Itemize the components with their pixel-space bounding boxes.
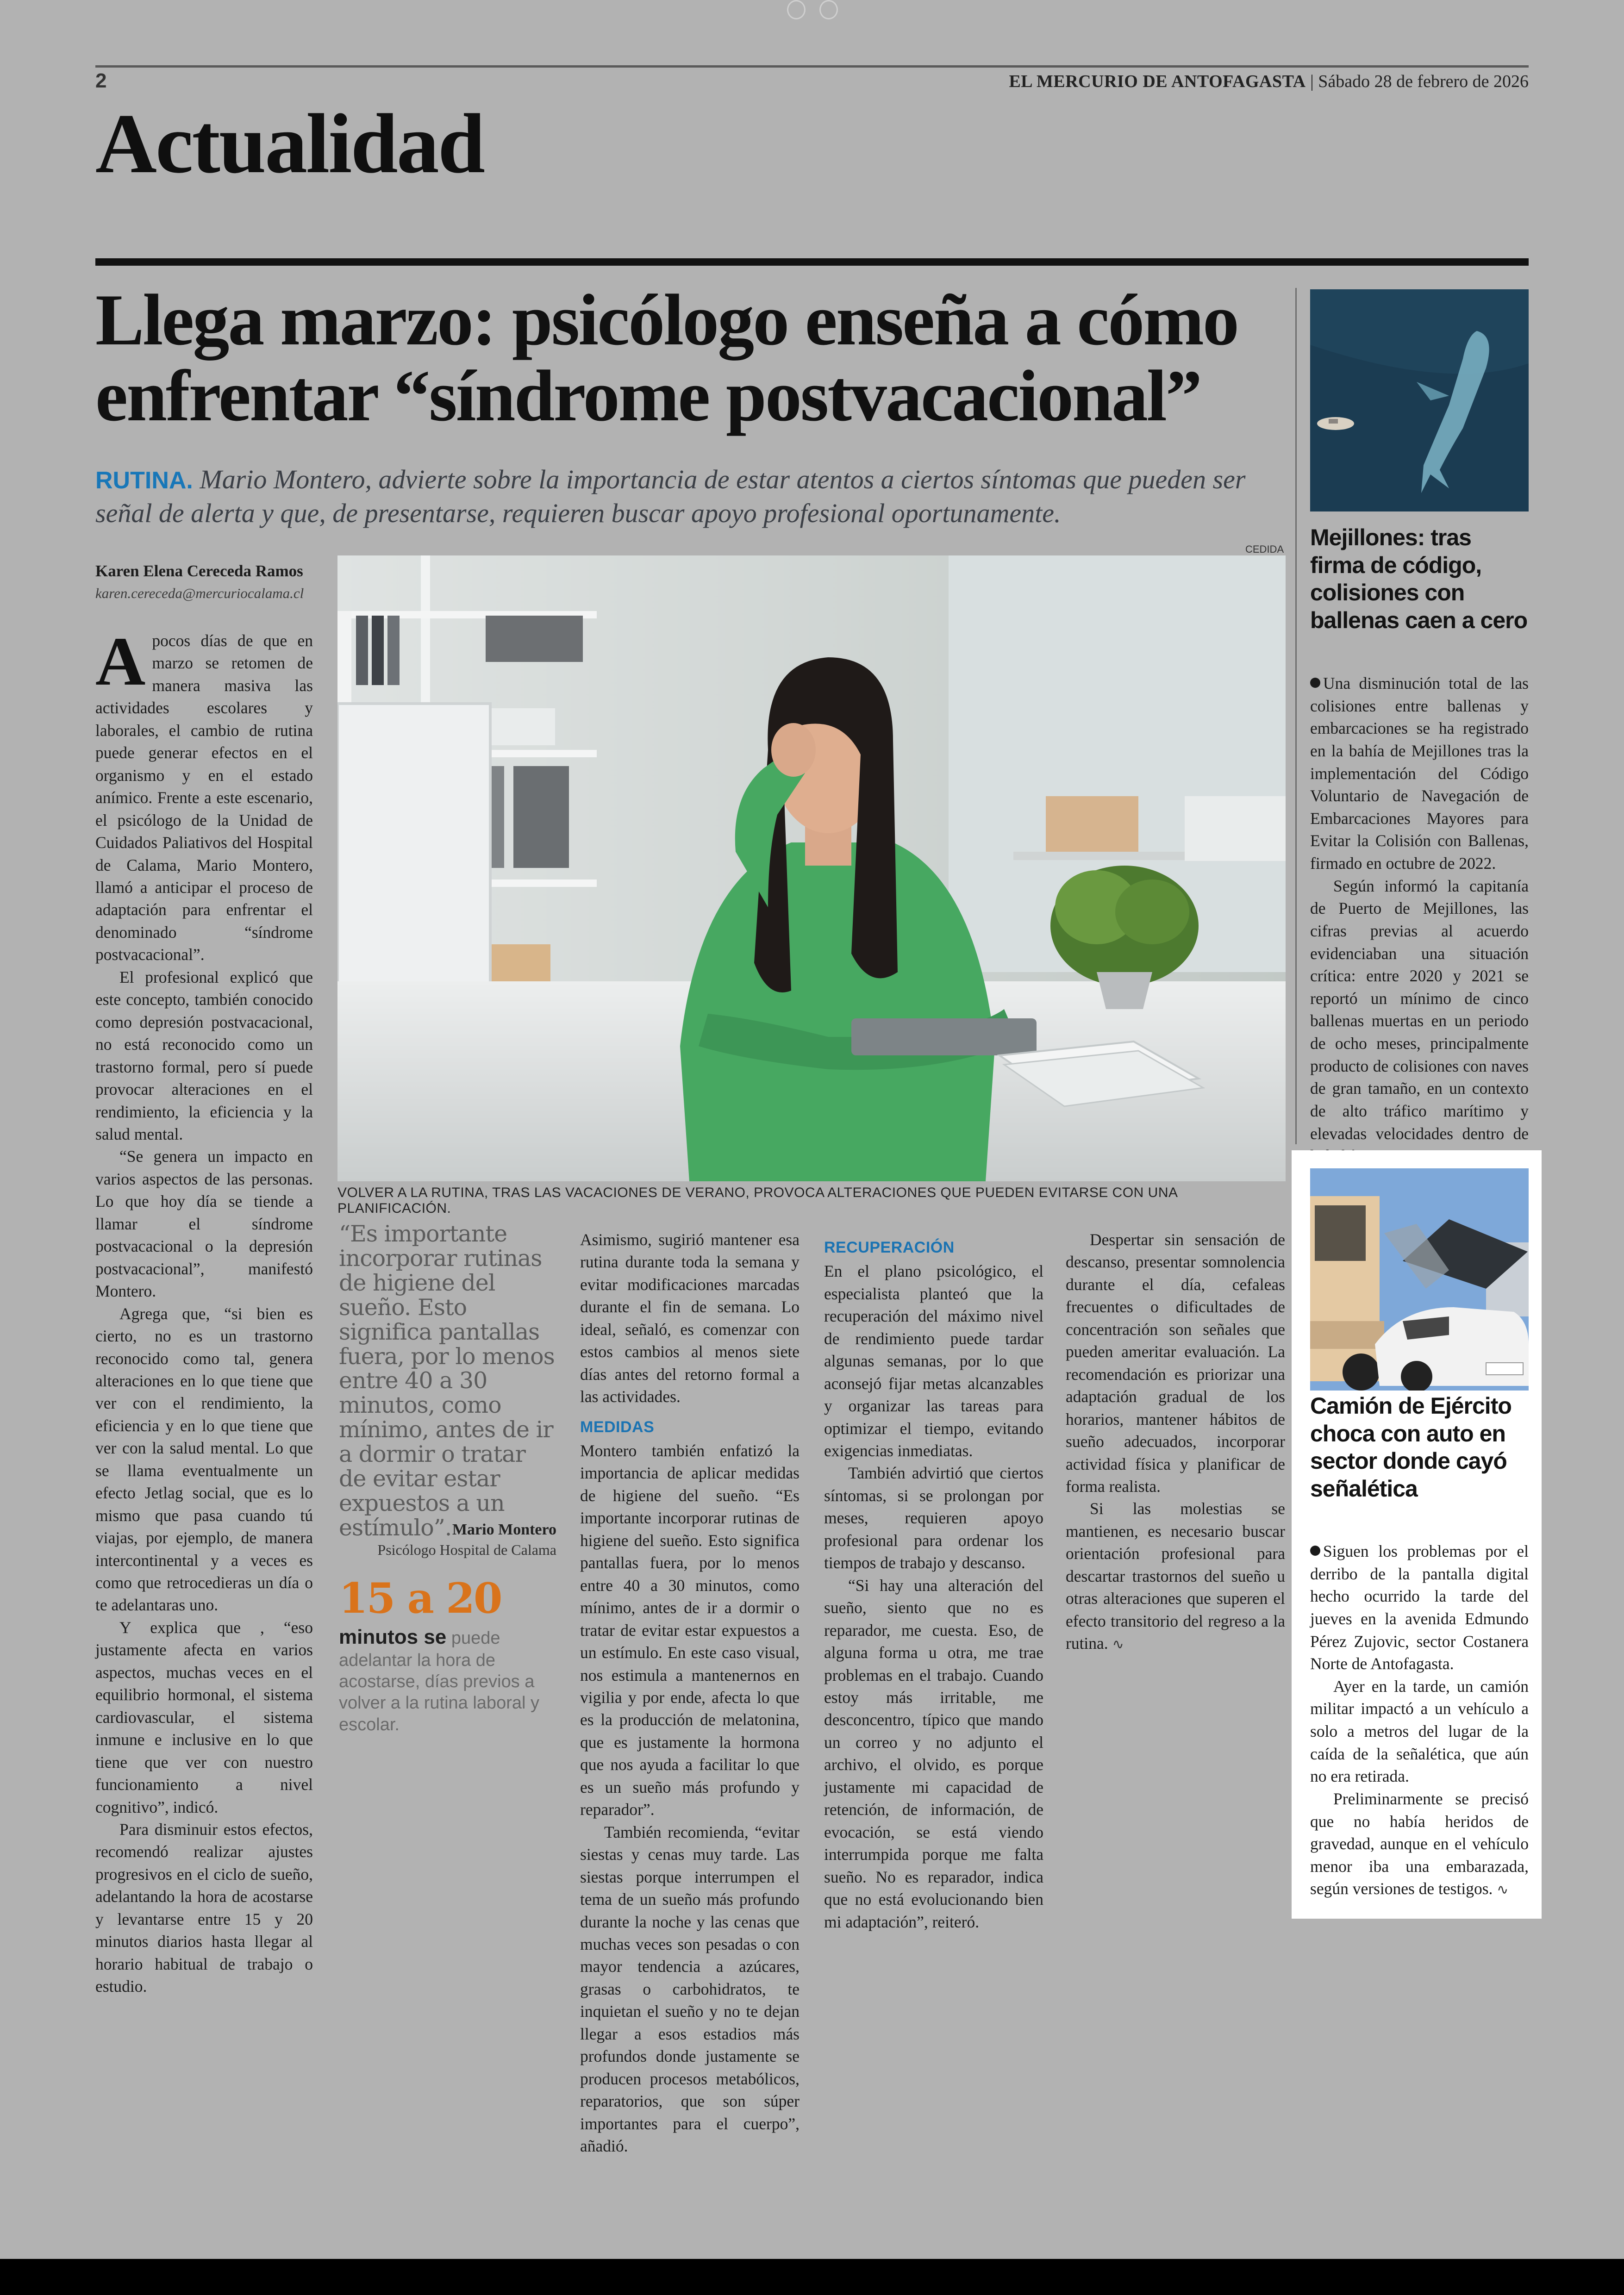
byline (95, 562, 313, 602)
highlight-number: 15 a 20 (339, 1574, 501, 1623)
side-story-2-body (1310, 1540, 1529, 1900)
paragraph: En el plano psicológico, el especialista planteó que la recuperación del máximo nivel de rendimiento puede tardar algunas semanas, por lo que aconsejó fijar metas alcanzables y organizar las tareas para optimizar el tiempo, evitando exigencias inmediatas. (824, 1262, 1043, 1460)
article-column-3 (824, 1229, 1043, 1933)
article-column-4 (1066, 1229, 1285, 1655)
masthead: EL MERCURIO DE ANTOFAGASTA | Sábado 28 de febrero de 2026 (1009, 72, 1529, 91)
paragraph: Para disminuir estos efectos, recomendó realizar ajustes progresivos en el ciclo de sueño, adelantando la hora de acostarse y levantarse entre 15 y 20 minutos diarios hasta llegar al horario habitual de trabajo o estudio. (95, 1820, 313, 1996)
column-divider (1295, 288, 1297, 1144)
whale-aerial-illustration (1310, 289, 1529, 511)
truck-crash-photo (1310, 1168, 1529, 1391)
paragraph: Preliminarmente se precisó que no había heridos de gravedad, aunque en el vehículo menor iba una embarazada, según versiones de testigos. ∿ (1310, 1789, 1529, 1898)
ghost-circle-icon (787, 0, 806, 19)
paragraph: Ayer en la tarde, un camión militar impactó a un vehículo a solo a metros del lugar de la caída de la señalética, que aún no era retirada. (1310, 1677, 1529, 1786)
highlight-text: minutos se puede adelantar la hora de acostarse, días previos a volver a la rutina laboral y escolar. (339, 1626, 539, 1734)
quote-author-role: Psicólogo Hospital de Calama (377, 1541, 556, 1558)
dropcap: A (95, 623, 146, 700)
top-rule (95, 65, 1529, 68)
article-column-1 (95, 623, 313, 1998)
paragraph: Despertar sin sensación de descanso, presentar somnolencia durante el día, cefaleas frecuentes o dificultades de concentración son señales que pueden ameritar evaluación. La recomendación es priorizar una adaptación gradual de los horarios, mantener hábitos de sueño adecuados, incorporar actividad física y planificar de forma realista. (1066, 1230, 1285, 1496)
paragraph: Según informó la capitanía de Puerto de Mejillones, las cifras previas al acuerdo evidenciaban una situación crítica: entre 2020 y 2021 se reportó un mínimo de cinco ballenas muertas en un periodo de ocho meses, principalmente producto de colisiones con naves de gran tamaño, en un contexto de alto tráfico marítimo y elevadas velocidades dentro de (1310, 875, 1529, 1167)
quote-author: Mario Montero (452, 1521, 556, 1538)
deck (95, 463, 1290, 530)
top-ghost-controls (787, 0, 838, 16)
photo-credit: CEDIDA (1245, 543, 1284, 555)
subhead-medidas: MEDIDAS (580, 1418, 655, 1436)
deck-text: Mario Montero, advierte sobre la importancia de estar atentos a ciertos síntomas que pueden ser señal de alerta y que, de presentarse, requieren buscar apoyo profesional oportunamente. (95, 464, 1246, 528)
paragraph: Y explica que , “eso justamente afecta en varios aspectos, muchas veces en el equilibrio hormonal, el sistema cardiovascular, el sistema inmune e inclusive en lo que tiene que ver con nuestro funcionamiento a nivel cognitivo”, indicó. (95, 1618, 313, 1816)
main-photo (337, 555, 1286, 1181)
bullet-icon (1310, 678, 1320, 688)
end-of-article-icon: ∿ (1497, 1882, 1509, 1898)
side-story-1-headline: Mejillones: tras firma de código, colisiones con ballenas caen a cero (1310, 524, 1528, 633)
paragraph: “Si hay una alteración del sueño, siento que no es reparador, me cuesta. Eso, de alguna forma u otra, me trae problemas en el trabajo. Cuando estoy más irritable, me desconcentro, típico que mando un correo y no adjunto el archivo, el olvido, es porque justamente mi capacidad de retención, de información, de evocación, se está viendo interrumpida porque me falta sueño. No es reparador, indica que no está evolucionando bien mi adaptación”, reiteró. (824, 1576, 1043, 1931)
author-email[interactable]: karen.cereceda@mercuriocalama.cl (95, 585, 304, 601)
paragraph: Si las molestias se mantienen, es necesario buscar orientación profesional para descartar trastornos del sueño u otras alteraciones que superen el efecto transitorio del regreso a la rutina. ∿ (1066, 1499, 1285, 1653)
whale-photo (1310, 289, 1529, 511)
ghost-circle-icon (819, 0, 838, 19)
author-name: Karen Elena Cereceda Ramos (95, 562, 303, 580)
pull-quote: “Es importante incorporar rutinas de higiene del sueño. Esto significa pantallas fuera, por lo menos entre 40 a 30 minutos, como mínimo, antes de ir a dormir o tratar de evitar estar expuestos a un estímulo”. (339, 1221, 555, 1541)
woman-at-desk-illustration (337, 555, 1286, 1181)
page-number: 2 (95, 69, 107, 92)
paragraph: Siguen los problemas por el derribo de la pantalla digital hecho ocurrido la tarde del jueves en la avenida Edmundo Pérez Zujovic, sector Costanera Norte de Antofagasta. (1310, 1542, 1529, 1673)
paragraph: Montero también enfatizó la importancia de aplicar medidas de higiene del sueño. “Es importante incorporar rutinas de higiene del sueño. Esto significa pantallas fuera, por lo menos entre 40 a 30 minutos, como mínimo, antes de ir a dormir o tratar de evitar estar expuestos a un estímulo. En este caso visual, nos estimula a mantenernos en vigilia y por ende, afecta lo que es la producción de melatonina, que es justamente la hormona que nos ayuda a facilitar lo que es un sueño más profundo y reparador”. (580, 1441, 800, 1819)
paragraph: También advirtió que ciertos síntomas, si se prolongan por meses, requieren apoyo profesional para ordenar los tiempos de trabajo y descanso. (824, 1464, 1043, 1572)
masthead-name: EL MERCURIO DE ANTOFAGASTA (1009, 72, 1306, 91)
paragraph: Apocos días de que en marzo se retomen de manera masiva las actividades escolares y laborales, el cambio de rutina puede generar efectos en el organismo y en el estado anímico. Frente a este escenario, el psicólogo de la Unidad de Cuidados Paliativos del Hospital de Calama, Mario Montero, llamó a anticipar el proceso de adaptación para enfrentar el denominado “síndrome postvacacional”. (95, 623, 313, 964)
bullet-icon (1310, 1546, 1320, 1556)
paragraph: También recomienda, “evitar siestas y cenas muy tarde. Las siestas porque interrumpen el tema de un sueño más profundo durante la noche y las cenas que muchas veces son pesadas o con mayor tendencia a azúcares, grasas o carbohidratos, te inquietan el sueño y no te dejan llegar a esos estadios más profundos donde justamente se producen procesos metabólicos, reparatorios, que son súper importantes para el cuerpo”, añadió. (580, 1822, 800, 2156)
side-story-2-headline: Camión de Ejército choca con auto en sector donde cayó señalética (1310, 1393, 1512, 1502)
paragraph: Una disminución total de las colisiones entre ballenas y embarcaciones se ha registrado en la bahía de Mejillones tras la implementación del Código Voluntario de Navegación de Embarcaciones Mayores para Evitar la Colisión con Ballenas, firmado en octubre de 2022. (1310, 674, 1529, 873)
article-column-2 (580, 1229, 800, 2158)
truck-and-car-illustration (1310, 1168, 1529, 1391)
subhead-recuperacion: RECUPERACIÓN (824, 1239, 955, 1256)
kicker: RUTINA. (95, 467, 193, 494)
section-rule (95, 258, 1529, 266)
side-story-1-body (1310, 672, 1529, 1167)
end-of-article-icon: ∿ (1112, 1636, 1124, 1653)
main-headline: Llega marzo: psicólogo enseña a cómo enfrentar “síndrome postvacacional” (95, 280, 1238, 437)
masthead-date: Sábado 28 de febrero de 2026 (1318, 72, 1529, 91)
paragraph: El profesional explicó que este concepto, también conocido como depresión postvacacional, no está reconocido como un trastorno formal, pero sí puede provocar alteraciones en el rendimiento, la eficiencia y la salud mental. (95, 967, 313, 1143)
paragraph: Asimismo, sugirió mantener esa rutina durante toda la semana y evitar modificaciones marcadas durante el fin de semana. Lo ideal, señaló, es comenzar con estos cambios al menos siete días antes del retorno formal a las actividades. (580, 1230, 800, 1406)
bottom-bar (0, 2259, 1624, 2295)
paragraph: “Se genera un impacto en varios aspectos de las personas. Lo que hoy día se tiende a llamar el síndrome postvacacional o la depresión postvacacional”, manifestó Montero. (95, 1147, 313, 1301)
section-title: Actualidad (95, 96, 484, 191)
photo-caption: VOLVER A LA RUTINA, TRAS LAS VACACIONES DE VERANO, PROVOCA ALTERACIONES QUE PUEDEN EVITARSE CON UNA PLANIFICACIÓN. (337, 1185, 1177, 1216)
paragraph: Agrega que, “si bien es cierto, no es un trastorno reconocido como tal, genera alteraciones en lo que tiene que ver con el rendimiento, la eficiencia y en lo que tiene que ver con la salud mental. Lo que se llama eventualmente un efecto Jetlag social, que es lo mismo que pasa cuando tú viajas, por ejemplo, de manera intercontinental y a veces es como que retrocedieras un día o te adelantaras uno. (95, 1304, 313, 1615)
